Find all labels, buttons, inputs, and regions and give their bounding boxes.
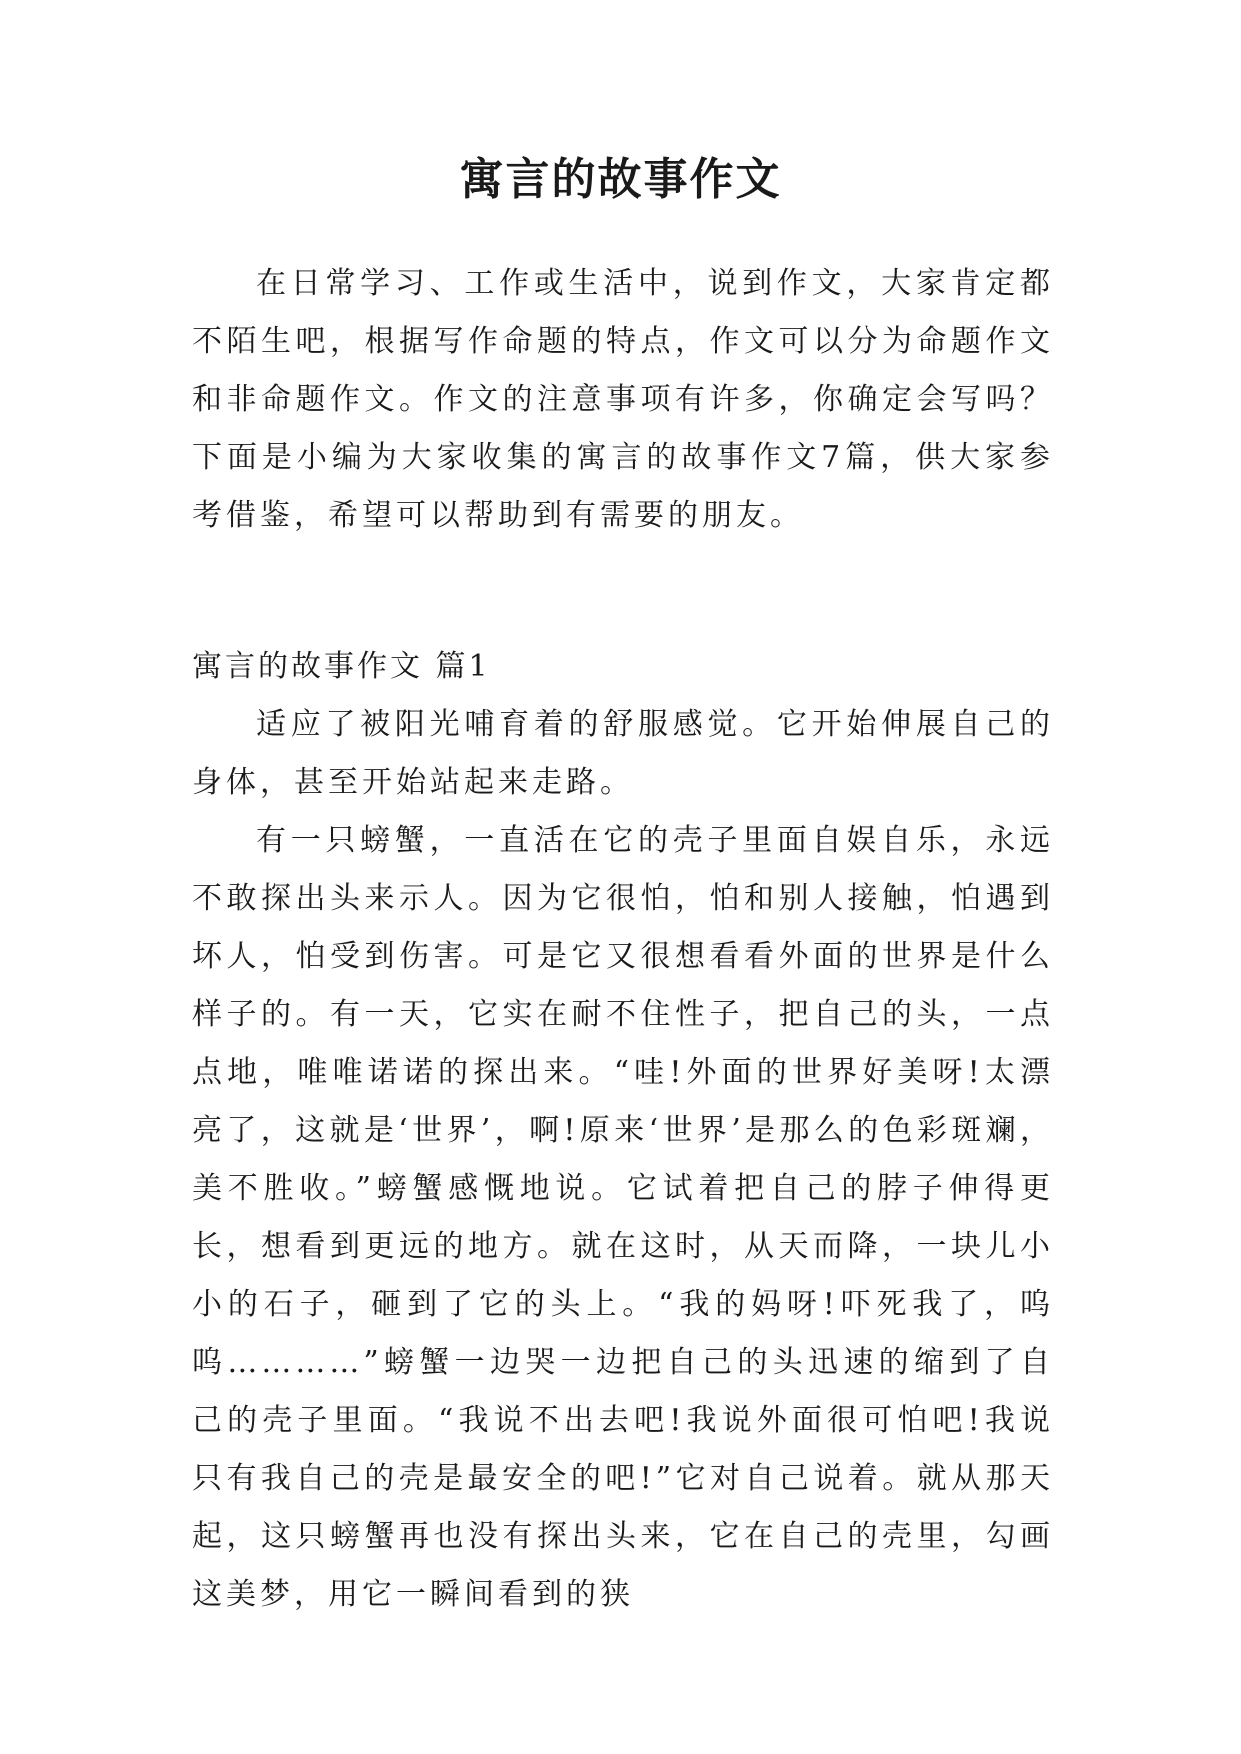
section-heading: 寓言的故事作文 篇1: [192, 649, 491, 684]
intro-paragraph: 在日常学习、工作或生活中，说到作文，大家肯定都不陌生吧，根据写作命题的特点，作文可以分为命题作文和非命题作文。作文的注意事项有许多，你确定会写吗？下面是小编为大家收集的寓言的故事作文7篇，供大家参考借鉴，希望可以帮助到有需要的朋友。: [192, 266, 1054, 533]
story-paragraph-2: 有一只螃蟹，一直活在它的壳子里面自娱自乐，永远不敢探出头来示人。因为它很怕，怕和别人接触，怕遇到坏人，怕受到伤害。可是它又很想看看外面的世界是什么样子的。有一天，它实在耐不住性子，把自己的头，一点点地，唯唯诺诺的探出来。“哇!外面的世界好美呀!太漂亮了，这就是‘世界’，啊!原来‘世界’是那么的色彩斑斓，美不胜收。”螃蟹感慨地说。它试着把自己的脖子伸得更长，想看到更远的地方。就在这时，从天而降，一块儿小小的石子，砸到了它的头上。“我的妈呀!吓死我了，呜呜…………”螃蟹一边哭一边把自己的头迅速的缩到了自己的壳子里面。“我说不出去吧!我说外面很可怕吧!我说只有我自己的壳是最安全的吧!”它对自己说着。就从那天起，这只螃蟹再也没有探出头来，它在自己的壳里，勾画这美梦，用它一瞬间看到的狭: [192, 823, 1054, 1612]
document-title: 寓言的故事作文: [459, 154, 782, 205]
story-paragraph-1: 适应了被阳光哺育着的舒服感觉。它开始伸展自己的身体，甚至开始站起来走路。: [192, 707, 1054, 800]
